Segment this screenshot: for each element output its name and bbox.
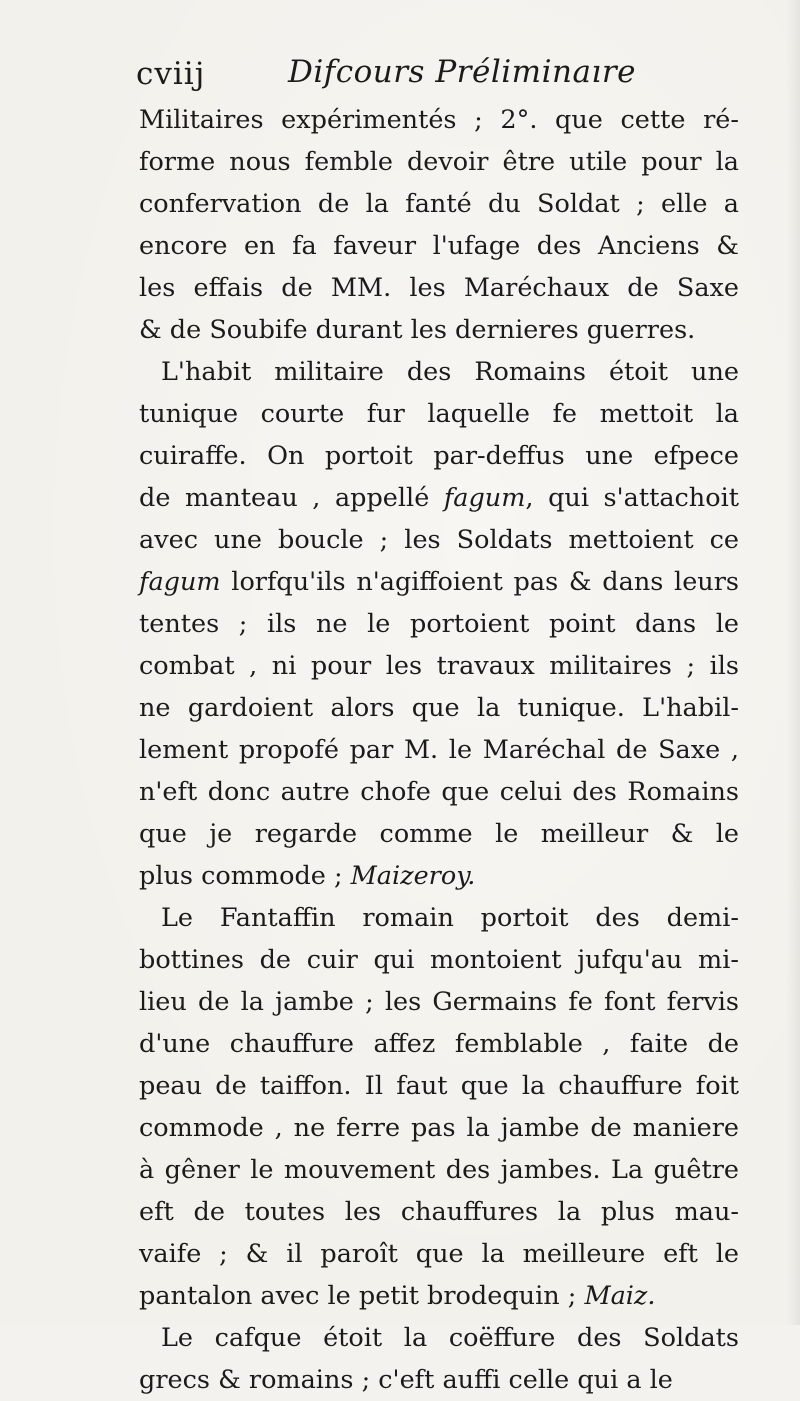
text-line bbox=[139, 1275, 739, 1317]
text-line: Militaires expérimentés ; 2°. que cette ré- bbox=[139, 105, 739, 135]
running-title: Difcours Préliminaıre bbox=[288, 54, 637, 90]
text-segment: pantalon avec le petit brodequin ; bbox=[139, 1281, 585, 1311]
text-line: n'eft donc autre chofe que celui des Romains bbox=[139, 777, 739, 807]
text-line bbox=[139, 477, 739, 519]
text-line: grecs & romains ; c'eft auffi celle qui a le bbox=[139, 1365, 673, 1395]
text-segment: de manteau , appellé bbox=[139, 483, 444, 513]
page-number: cviij bbox=[136, 56, 206, 92]
text-line: Le Fantaffin romain portoit des demi- bbox=[161, 903, 739, 933]
text-line: forme nous femble devoir être utile pour la bbox=[139, 147, 739, 177]
text-line: L'habit militaire des Romains étoit une bbox=[161, 357, 739, 387]
text-line: Le cafque étoit la coëffure des Soldats bbox=[161, 1323, 739, 1353]
text-line: tentes ; ils ne le portoient point dans le bbox=[139, 609, 739, 639]
text-line: que je regarde comme le meilleur & le bbox=[139, 819, 739, 849]
running-head bbox=[130, 52, 690, 92]
body-text bbox=[139, 99, 739, 1401]
text-line: combat , ni pour les travaux militaires ; ils bbox=[139, 651, 739, 681]
text-line bbox=[139, 855, 739, 897]
text-line: ne gardoient alors que la tunique. L'habil- bbox=[139, 693, 739, 723]
text-line: d'une chauffure affez femblable , faite de bbox=[139, 1029, 739, 1059]
text-line: encore en fa faveur l'ufage des Anciens & bbox=[139, 231, 739, 261]
text-line: eft de toutes les chauffures la plus mau- bbox=[139, 1197, 739, 1227]
text-segment: lorfqu'ils n'agiffoient pas & dans leurs bbox=[220, 567, 739, 597]
text-line: commode , ne ferre pas la jambe de maniere bbox=[139, 1113, 739, 1143]
text-line: lement propofé par M. le Maréchal de Saxe , bbox=[139, 735, 739, 765]
text-line: lieu de la jambe ; les Germains fe font fervis bbox=[139, 987, 739, 1017]
text-line: cuiraffe. On portoit par-deffus une efpece bbox=[139, 441, 739, 471]
text-line: vaife ; & il paroît que la meilleure eft le bbox=[139, 1239, 739, 1269]
text-segment: plus commode ; bbox=[139, 861, 351, 891]
text-line: tunique courte fur laquelle fe mettoit la bbox=[139, 399, 739, 429]
text-line: les effais de MM. les Maréchaux de Saxe bbox=[139, 273, 739, 303]
text-line: avec une boucle ; les Soldats mettoient ce bbox=[139, 525, 739, 555]
text-line: peau de taiffon. Il faut que la chauffure foit bbox=[139, 1071, 739, 1101]
text-line: à gêner le mouvement des jambes. La guêtre bbox=[139, 1155, 739, 1185]
page-edge-shadow bbox=[786, 0, 800, 1325]
text-line: & de Soubife durant les dernieres guerres. bbox=[139, 315, 696, 345]
text-line bbox=[139, 561, 739, 603]
text-segment: , qui s'attachoit bbox=[525, 483, 739, 513]
italic-term: fagum bbox=[139, 567, 221, 597]
text-line: bottines de cuir qui montoient jufqu'au mi- bbox=[139, 945, 739, 975]
italic-term: Maiz. bbox=[584, 1281, 656, 1311]
italic-term: Maizeroy. bbox=[350, 861, 476, 891]
text-line: confervation de la fanté du Soldat ; elle a bbox=[139, 189, 739, 219]
italic-term: fagum bbox=[443, 483, 526, 513]
